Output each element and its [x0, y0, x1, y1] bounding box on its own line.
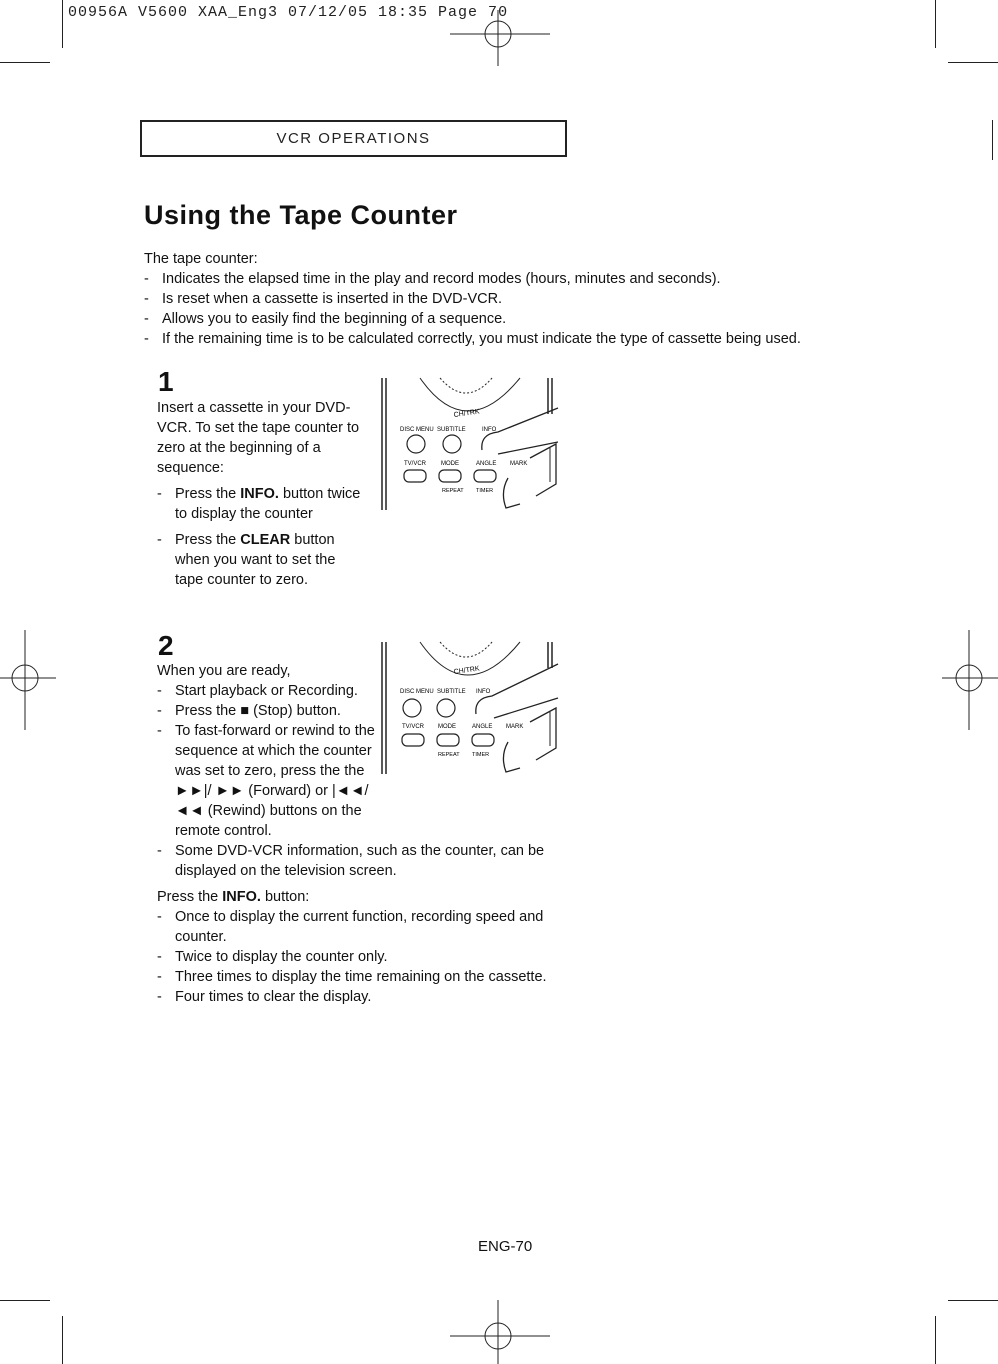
angle-button	[472, 734, 494, 746]
intro-item: - If the remaining time is to be calculated correctly, you must indicate the type of cassette being used.	[144, 329, 844, 349]
timer-label: TIMER	[476, 488, 494, 494]
ch-trk-label: CH/TRK	[453, 665, 481, 676]
tv-vcr-button	[402, 734, 424, 746]
disc-menu-label: DISC MENU	[400, 689, 434, 695]
step-1-text	[157, 398, 367, 590]
angle-button	[474, 470, 496, 482]
press-info-item: - Three times to display the time remaining on the cassette.	[157, 967, 557, 987]
disc-menu-label: DISC MENU	[400, 427, 434, 433]
intro-list	[144, 269, 844, 349]
crop-mark	[62, 1316, 63, 1364]
crop-mark	[62, 0, 63, 48]
intro-section	[144, 249, 844, 349]
crop-mark	[0, 1300, 50, 1301]
angle-label: ANGLE	[476, 461, 497, 467]
mode-button	[437, 734, 459, 746]
step-1-bullets	[157, 484, 367, 590]
press-info-item: - Once to display the current function, recording speed and counter.	[157, 907, 557, 947]
crop-mark	[948, 1300, 998, 1301]
intro-item: - Indicates the elapsed time in the play and record modes (hours, minutes and seconds).	[144, 269, 844, 289]
registration-mark-right	[942, 630, 998, 730]
disc-menu-button	[407, 435, 425, 453]
intro-item: - Is reset when a cassette is inserted in the DVD-VCR.	[144, 289, 844, 309]
step-1-instruction: Insert a cassette in your DVD-VCR. To set the tape counter to zero at the beginning of a sequence:	[157, 400, 360, 476]
step-2-bullet: - Some DVD-VCR information, such as the counter, can be displayed on the television screen.	[157, 841, 565, 881]
crop-mark	[992, 120, 993, 160]
press-info-item: - Four times to clear the display.	[157, 987, 557, 1007]
registration-mark-bottom	[450, 1300, 550, 1364]
repeat-label: REPEAT	[442, 488, 464, 494]
mode-label: MODE	[438, 724, 456, 730]
step-2-bullet: - To fast-forward or rewind to the sequence at which the counter was set to zero, press the the ►►|/ ►► (Forward) or |◄◄/ ◄◄ (Rewind) buttons on the remote control.	[157, 721, 380, 841]
section-label: VCR OPERATIONS	[276, 130, 431, 147]
intro-lead: The tape counter:	[144, 251, 258, 267]
press-info-list	[157, 907, 557, 1007]
mark-label: MARK	[506, 724, 524, 730]
tv-vcr-label: TV/VCR	[402, 724, 425, 730]
repeat-label: REPEAT	[438, 752, 460, 758]
step-1-number: 1	[158, 366, 174, 397]
subtitle-label: SUBTITLE	[437, 427, 466, 433]
ch-trk-label: CH/TRK	[453, 408, 481, 419]
step-1-bullet: - Press the INFO. button twice to display the counter	[157, 484, 367, 524]
step-1-bullet: - Press the CLEAR button when you want to set the tape counter to zero.	[157, 530, 367, 590]
info-key: INFO.	[222, 889, 261, 905]
crop-mark	[948, 62, 998, 63]
page-number: ENG-70	[478, 1238, 533, 1255]
step-2-lead: When you are ready,	[157, 663, 291, 679]
crop-mark	[935, 1316, 936, 1364]
print-header: 00956A V5600 XAA_Eng3 07/12/05 18:35 Page 70	[68, 4, 509, 21]
press-info-item: - Twice to display the counter only.	[157, 947, 557, 967]
press-info-line: Press the INFO. button:	[157, 889, 310, 905]
timer-label: TIMER	[472, 752, 490, 758]
angle-label: ANGLE	[472, 724, 493, 730]
intro-item: - Allows you to easily find the beginning of a sequence.	[144, 309, 844, 329]
step-2-number: 2	[158, 630, 174, 661]
crop-mark	[935, 0, 936, 48]
page-title: Using the Tape Counter	[144, 200, 458, 230]
tv-vcr-label: TV/VCR	[404, 461, 427, 467]
subtitle-label: SUBTITLE	[437, 689, 466, 695]
section-header-box	[140, 120, 567, 157]
remote-illustration-1	[380, 374, 566, 514]
remote-illustration-2	[380, 638, 566, 778]
registration-mark-left	[0, 630, 56, 730]
step-2-bullet: - Start playback or Recording.	[157, 681, 380, 701]
crop-mark	[0, 62, 50, 63]
subtitle-button	[443, 435, 461, 453]
mode-label: MODE	[441, 461, 459, 467]
mark-label: MARK	[510, 461, 528, 467]
disc-menu-button	[403, 699, 421, 717]
info-label: INFO	[476, 689, 491, 695]
step-2-bullet: - Press the ■ (Stop) button.	[157, 701, 380, 721]
info-key: INFO.	[240, 486, 279, 502]
subtitle-button	[437, 699, 455, 717]
registration-mark-top	[450, 10, 550, 66]
tv-vcr-button	[404, 470, 426, 482]
info-label: INFO	[482, 427, 497, 433]
mode-button	[439, 470, 461, 482]
clear-key: CLEAR	[240, 532, 291, 548]
